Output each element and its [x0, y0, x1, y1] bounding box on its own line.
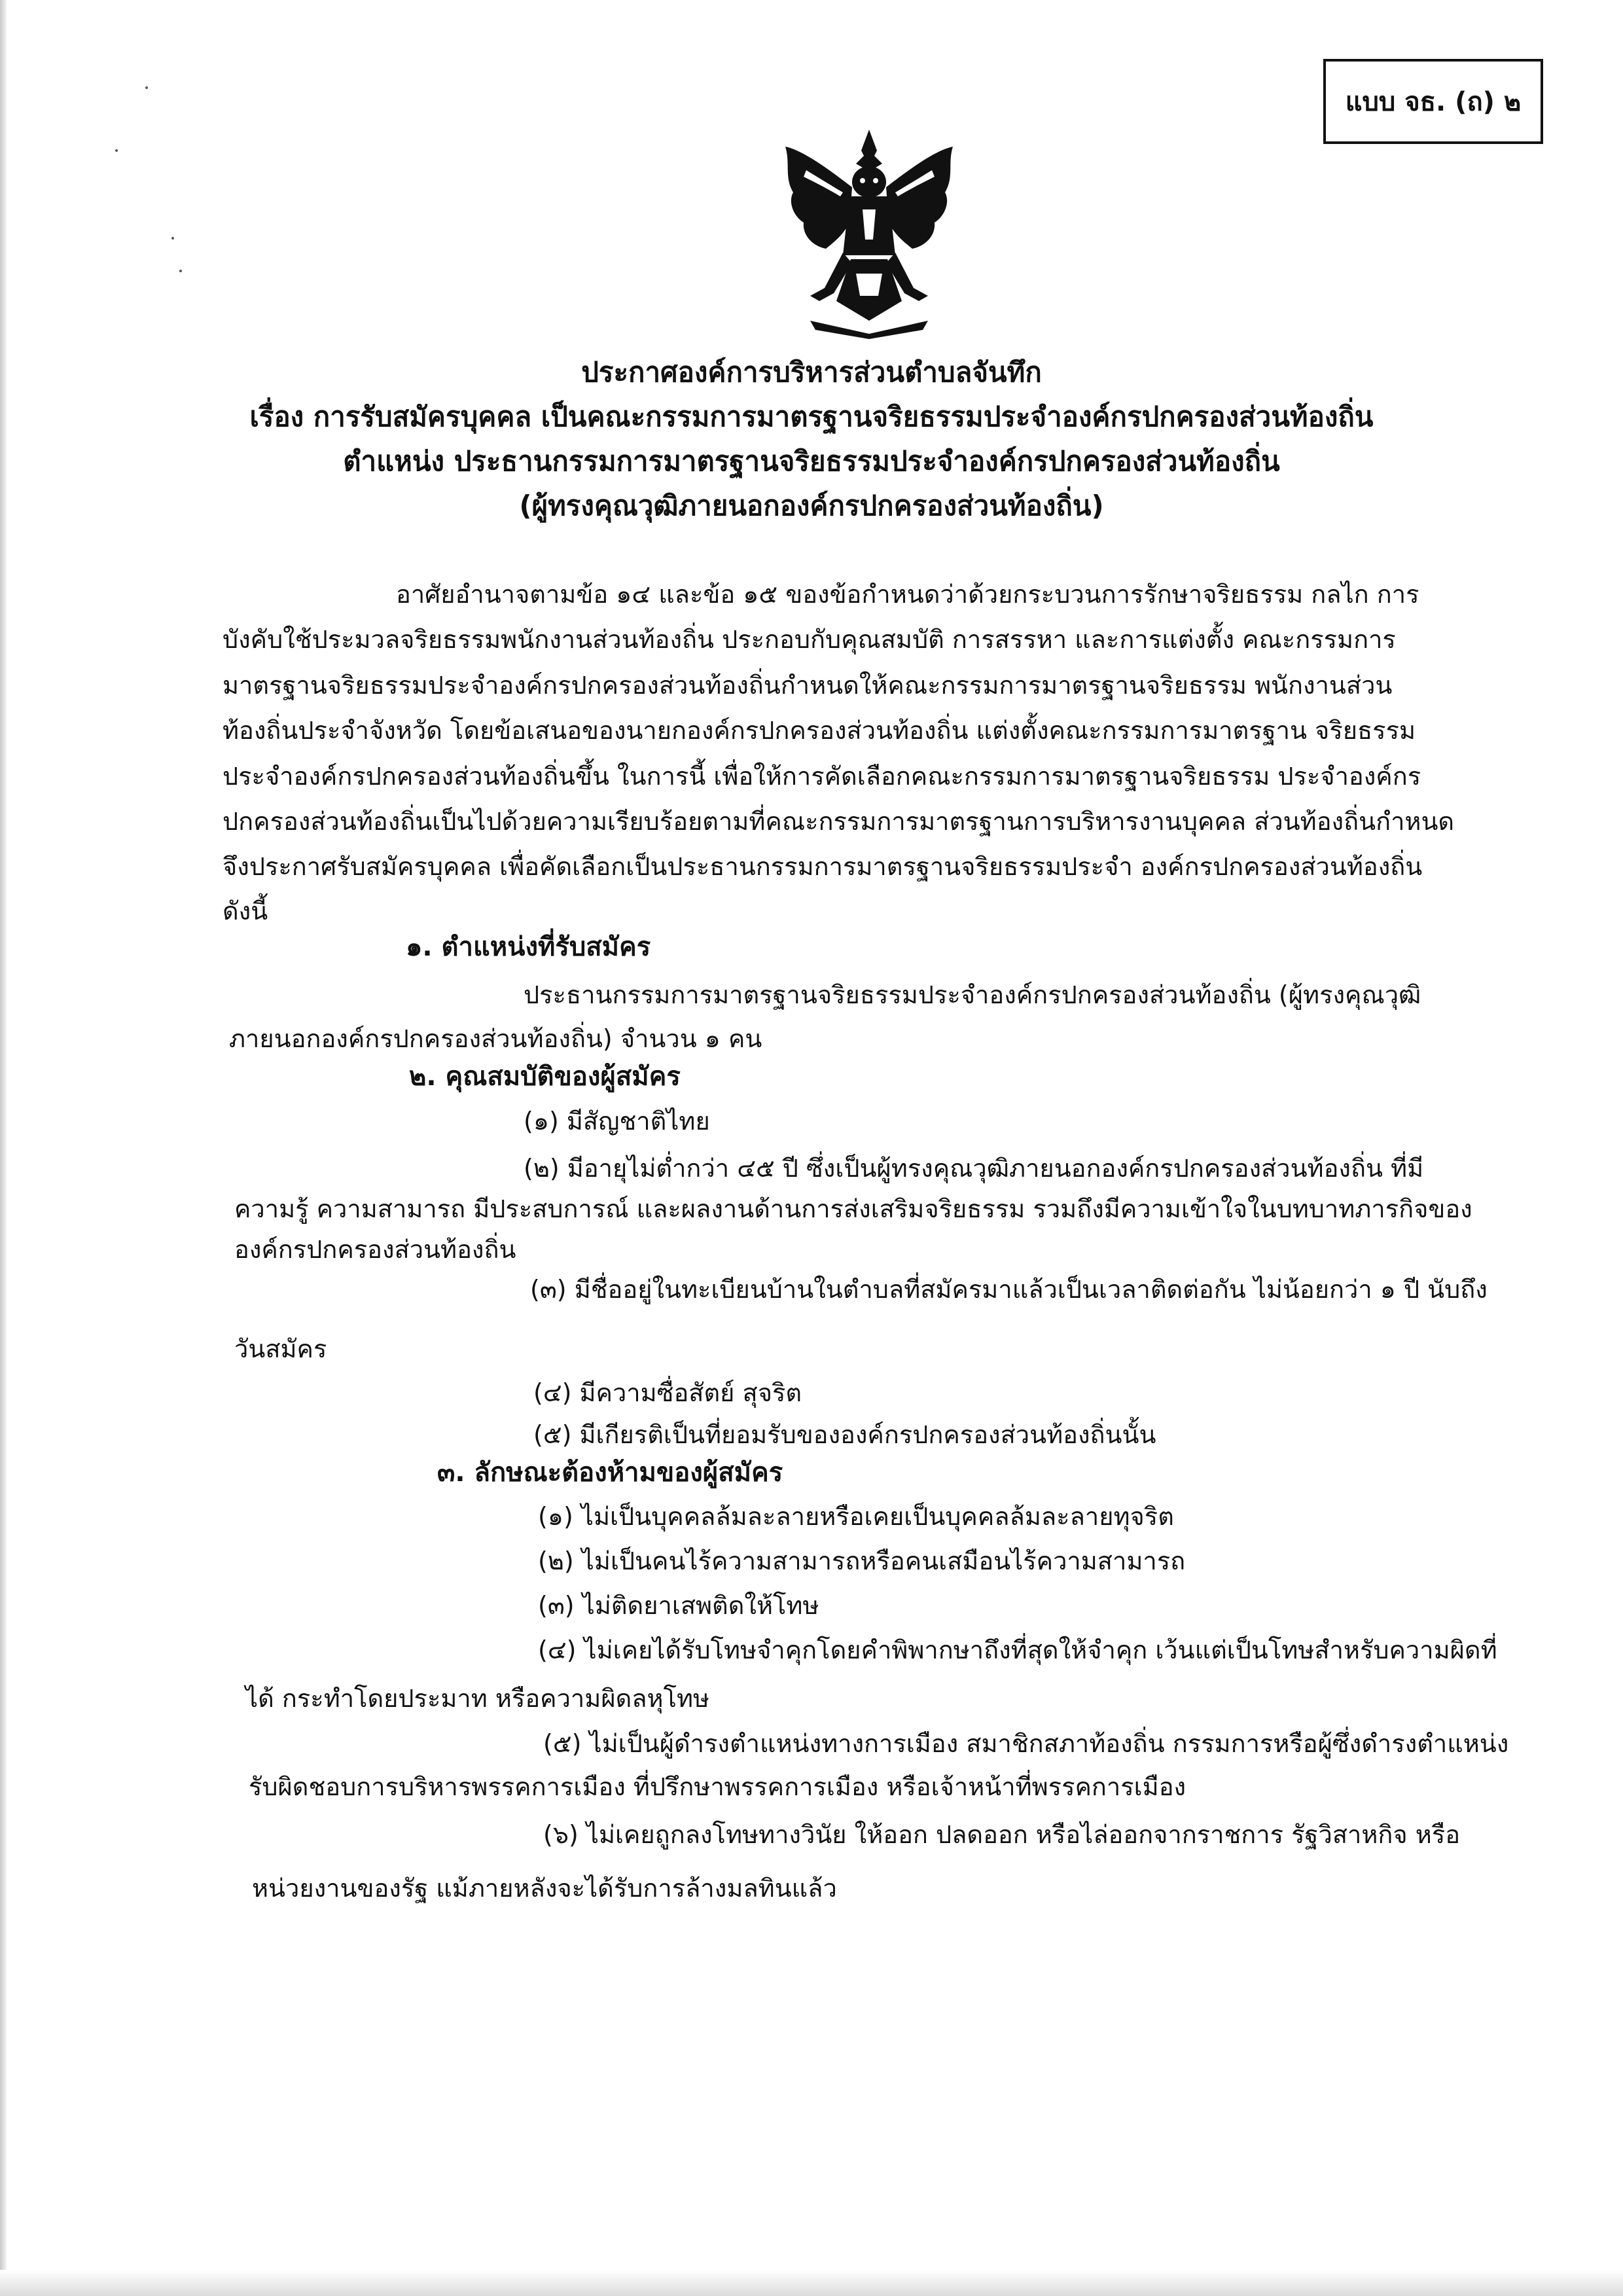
intro-line: มาตรฐานจริยธรรมประจำองค์กรปกครองส่วนท้องถิ่นกำหนดให้คณะกรรมการมาตรฐานจริยธรรม พนักงานส่วน: [223, 671, 1393, 700]
section-3-line: (๓) ไม่ติดยาเสพติดให้โทษ: [538, 1591, 819, 1620]
section-3-heading: ๓. ลักษณะต้องห้ามของผู้สมัคร: [437, 1458, 783, 1488]
section-1-line: ภายนอกองค์กรปกครองส่วนท้องถิ่น) จำนวน ๑ คน: [229, 1024, 762, 1053]
section-1-heading: ๑. ตำแหน่งที่รับสมัคร: [406, 932, 651, 962]
section-3-line: รับผิดชอบการบริหารพรรคการเมือง ที่ปรึกษาพรรคการเมือง หรือเจ้าหน้าที่พรรคการเมือง: [249, 1772, 1186, 1801]
scan-speck: [115, 149, 118, 152]
title-line-2: เรื่อง การรับสมัครบุคคล เป็นคณะกรรมการมาตรฐานจริยธรรมประจำองค์กรปกครองส่วนท้องถิ่น: [249, 401, 1374, 433]
intro-line: ท้องถิ่นประจำจังหวัด โดยข้อเสนอของนายกองค์กรปกครองส่วนท้องถิ่น แต่งตั้งคณะกรรมการมาตรฐาน จริยธรรม: [223, 716, 1416, 745]
scan-edge-bottom: [0, 2270, 1623, 2296]
section-1-line: ประธานกรรมการมาตรฐานจริยธรรมประจำองค์กรปกครองส่วนท้องถิ่น (ผู้ทรงคุณวุฒิ: [524, 980, 1421, 1009]
form-code: แบบ จธ. (ถ) ๒: [1345, 87, 1522, 117]
form-code-box: [1323, 59, 1543, 144]
section-3-line: (๔) ไม่เคยได้รับโทษจำคุกโดยคำพิพากษาถึงที่สุดให้จำคุก เว้นแต่เป็นโทษสำหรับความผิดที่: [538, 1636, 1497, 1664]
scan-speck: [171, 237, 174, 240]
section-3-line: (๒) ไม่เป็นคนไร้ความสามารถหรือคนเสมือนไร้ความสามารถ: [538, 1547, 1186, 1575]
section-2-line: (๑) มีสัญชาติไทย: [524, 1107, 710, 1136]
section-2-line: (๔) มีความซื่อสัตย์ สุจริต: [533, 1378, 802, 1407]
title-line-3: ตำแหน่ง ประธานกรรมการมาตรฐานจริยธรรมประจำองค์กรปกครองส่วนท้องถิ่น: [343, 445, 1280, 477]
section-3-line: ได้ กระทำโดยประมาท หรือความผิดลหุโทษ: [245, 1684, 710, 1713]
section-3-line: หน่วยงานของรัฐ แม้ภายหลังจะได้รับการล้างมลทินแล้ว: [252, 1874, 837, 1903]
announcement-title: [196, 350, 1427, 528]
section-2-line: (๓) มีชื่ออยู่ในทะเบียนบ้านในตำบลที่สมัครมาแล้วเป็นเวลาติดต่อกัน ไม่น้อยกว่า ๑ ปี นับถึง: [530, 1275, 1488, 1304]
scan-speck: [179, 270, 182, 272]
garuda-emblem-icon: [771, 124, 967, 340]
scan-speck: [145, 86, 148, 89]
intro-line: ดังนี้: [223, 897, 268, 925]
section-3-line: (๕) ไม่เป็นผู้ดำรงตำแหน่งทางการเมือง สมาชิกสภาท้องถิ่น กรรมการหรือผู้ซึ่งดำรงตำแหน่ง: [543, 1729, 1509, 1758]
section-2-heading: ๒. คุณสมบัติของผู้สมัคร: [409, 1062, 681, 1092]
section-2-line: องค์กรปกครองส่วนท้องถิ่น: [234, 1235, 516, 1264]
section-3-line: (๖) ไม่เคยถูกลงโทษทางวินัย ให้ออก ปลดออก หรือไล่ออกจากราชการ รัฐวิสาหกิจ หรือ: [543, 1820, 1461, 1849]
title-line-4: (ผู้ทรงคุณวุฒิภายนอกองค์กรปกครองส่วนท้องถิ่น): [519, 490, 1104, 522]
intro-line: ประจำองค์กรปกครองส่วนท้องถิ่นขึ้น ในการนี้ เพื่อให้การคัดเลือกคณะกรรมการมาตรฐานจริยธรรม ประจำองค์กร: [223, 762, 1421, 791]
intro-line: บังคับใช้ประมวลจริยธรรมพนักงานส่วนท้องถิ่น ประกอบกับคุณสมบัติ การสรรหา และการแต่งตั้ง คณะกรรมการ: [223, 625, 1396, 654]
section-2-line: (๕) มีเกียรติเป็นที่ยอมรับขององค์กรปกครองส่วนท้องถิ่นนั้น: [533, 1420, 1156, 1449]
section-2-line: ความรู้ ความสามารถ มีประสบการณ์ และผลงานด้านการส่งเสริมจริยธรรม รวมถึงมีความเข้าใจในบทบาทภารกิจของ: [234, 1194, 1472, 1223]
section-3-line: (๑) ไม่เป็นบุคคลล้มละลายหรือเคยเป็นบุคคลล้มละลายทุจริต: [538, 1502, 1174, 1531]
section-2-line: (๒) มีอายุไม่ต่ำกว่า ๔๕ ปี ซึ่งเป็นผู้ทรงคุณวุฒิภายนอกองค์กรปกครองส่วนท้องถิ่น ที่มี: [524, 1154, 1424, 1183]
title-line-1: ประกาศองค์การบริหารส่วนตำบลจันทึก: [581, 356, 1042, 388]
intro-line: ปกครองส่วนท้องถิ่นเป็นไปด้วยความเรียบร้อยตามที่คณะกรรมการมาตรฐานการบริหารงานบุคคล ส่วนท้องถิ่นกำหนด: [223, 807, 1455, 836]
intro-line: อาศัยอำนาจตามข้อ ๑๔ และข้อ ๑๕ ของข้อกำหนดว่าด้วยกระบวนการรักษาจริยธรรม กลไก การ: [396, 580, 1419, 609]
scan-edge-left: [0, 0, 7, 2296]
intro-line: จึงประกาศรับสมัครบุคคล เพื่อคัดเลือกเป็นประธานกรรมการมาตรฐานจริยธรรมประจำ องค์กรปกครองส่วนท้องถิ่น: [223, 852, 1423, 881]
section-2-line: วันสมัคร: [234, 1335, 327, 1363]
